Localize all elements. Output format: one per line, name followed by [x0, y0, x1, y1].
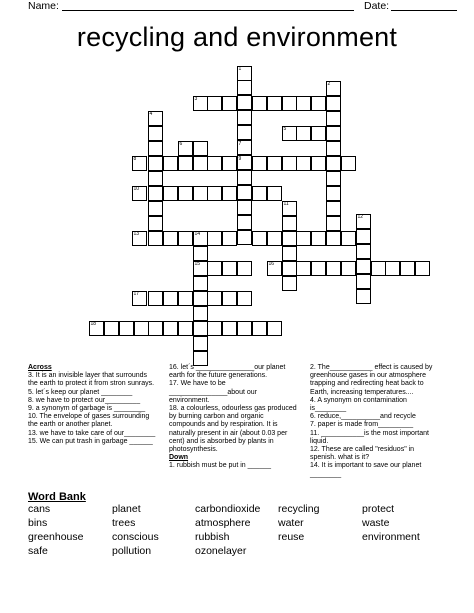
crossword-cell[interactable] [163, 321, 178, 336]
crossword-cell[interactable] [222, 261, 237, 276]
clue-number: 15 [194, 261, 201, 267]
crossword-cell[interactable] [178, 156, 193, 171]
crossword-cell[interactable] [237, 110, 252, 125]
clue-text: 11. ___________is the most important liquid. [310, 429, 429, 445]
crossword-cell[interactable] [193, 276, 208, 291]
word-bank-item: protect [362, 503, 395, 515]
clue-text: 1. rubbish must be put in ______ [169, 462, 271, 470]
crossword-cell[interactable] [326, 171, 341, 186]
crossword-cell[interactable] [148, 231, 163, 246]
crossword-cell[interactable] [326, 216, 341, 231]
clue-number: 9 [238, 156, 242, 162]
word-bank-item: cans [28, 503, 51, 515]
crossword-cell[interactable] [237, 185, 252, 200]
clue-text: 12. These are called "residuos" in spenish. what is it? [310, 446, 415, 462]
crossword-cell[interactable] [267, 96, 282, 111]
clue-text: 2. The___________ effect is caused by greenhouse gases in our atmosphere trapping and redirecting heat back to Earth, increasing temperatures.... [310, 364, 433, 396]
crossword-cell[interactable] [296, 231, 311, 246]
crossword-cell[interactable] [296, 261, 311, 276]
crossword-cell[interactable] [237, 291, 252, 306]
crossword-cell[interactable] [193, 246, 208, 261]
word-bank-item: waste [362, 517, 390, 529]
crossword-cell[interactable] [237, 125, 252, 140]
word-bank-item: greenhouse [28, 531, 84, 543]
crossword-cell[interactable] [148, 171, 163, 186]
crossword-cell[interactable] [193, 336, 208, 351]
crossword-cell[interactable] [341, 231, 356, 246]
crossword-cell[interactable] [326, 96, 341, 111]
clue-text: 14. It is important to save our planet ________ [310, 462, 422, 478]
word-bank-item: planet [112, 503, 141, 515]
crossword-cell[interactable] [222, 186, 237, 201]
crossword-cell[interactable] [326, 261, 341, 276]
page-title: recycling and environment [76, 22, 398, 52]
crossword-cell[interactable] [296, 126, 311, 141]
crossword-cell[interactable] [252, 156, 267, 171]
crossword-cell[interactable] [341, 261, 356, 276]
crossword-cell[interactable] [237, 215, 252, 230]
clue-text: 5. let´s keep our planet ________ [28, 388, 133, 396]
crossword-cell[interactable] [385, 261, 400, 276]
crossword-cell[interactable] [163, 291, 178, 306]
clue-number: 10 [133, 186, 140, 192]
word-bank-item: conscious [112, 531, 159, 543]
crossword-cell[interactable] [296, 96, 311, 111]
clue-number: 5 [283, 126, 287, 132]
crossword-cell[interactable] [252, 321, 267, 336]
crossword-cell[interactable] [282, 261, 297, 276]
word-bank-title: Word Bank [28, 491, 86, 503]
crossword-cell[interactable] [193, 306, 208, 321]
crossword-cell[interactable] [311, 156, 326, 171]
clue-number: 2 [327, 81, 331, 87]
crossword-cell[interactable] [178, 291, 193, 306]
crossword-cell[interactable] [193, 291, 208, 306]
clue-text: 15. We can put trash in garbage ______ [28, 437, 153, 445]
crossword-cell[interactable] [222, 231, 237, 246]
crossword-cell[interactable] [148, 216, 163, 231]
crossword-cell[interactable] [267, 321, 282, 336]
crossword-cell[interactable] [222, 96, 237, 111]
crossword-cell[interactable] [104, 321, 119, 336]
crossword-cell[interactable] [193, 156, 208, 171]
crossword-cell[interactable] [356, 229, 371, 244]
word-bank-item: water [278, 517, 304, 529]
crossword-cell[interactable] [237, 321, 252, 336]
crossword-cell[interactable] [193, 321, 208, 336]
crossword-cell[interactable] [163, 231, 178, 246]
word-bank-item: reuse [278, 531, 305, 543]
crossword-cell[interactable] [207, 231, 222, 246]
name-label: Name: [28, 0, 59, 12]
crossword-cell[interactable] [222, 156, 237, 171]
crossword-cell[interactable] [252, 186, 267, 201]
word-bank-item: carbondioxide [195, 503, 261, 515]
crossword-cell[interactable] [311, 96, 326, 111]
clue-text: 4. A synonym on contamination is________ [310, 396, 407, 413]
clues-column-2 [169, 364, 297, 471]
crossword-cell[interactable] [282, 96, 297, 111]
crossword-cell[interactable] [207, 96, 222, 111]
clue-text: 17. We have to be _______________about our environment. [169, 380, 257, 404]
crossword-cell[interactable] [148, 291, 163, 306]
name-field-line[interactable] [62, 0, 354, 11]
clue-text: 3. It is an invisible layer that surrounds the earth to protect it from stron sunrays. [28, 372, 155, 388]
clue-text: 7. paper is made from_________ [310, 421, 414, 429]
crossword-cell[interactable] [371, 261, 386, 276]
crossword-cell[interactable] [237, 170, 252, 185]
word-bank-item: ozonelayer [195, 545, 247, 557]
word-bank-item: pollution [112, 545, 152, 557]
crossword-cell[interactable] [326, 231, 341, 246]
crossword-cell[interactable] [134, 321, 149, 336]
word-bank-item: atmosphere [195, 517, 251, 529]
crossword-cell[interactable] [326, 126, 341, 141]
crossword-cell[interactable] [148, 186, 163, 201]
clue-text: 6. reduce,__________and recycle [310, 413, 416, 421]
crossword-cell[interactable] [207, 321, 222, 336]
crossword-cell[interactable] [148, 156, 163, 171]
crossword-cell[interactable] [282, 216, 297, 231]
crossword-cell[interactable] [237, 230, 252, 245]
crossword-cell[interactable] [119, 321, 134, 336]
crossword-cell[interactable] [178, 186, 193, 201]
crossword-cell[interactable] [326, 201, 341, 216]
crossword-cell[interactable] [193, 186, 208, 201]
crossword-cell[interactable] [237, 80, 252, 95]
crossword-cell[interactable] [267, 231, 282, 246]
crossword-cell[interactable] [400, 261, 415, 276]
clue-number: 18 [90, 321, 97, 327]
crossword-cell[interactable] [237, 200, 252, 215]
clue-number: 1 [238, 66, 242, 72]
crossword-cell[interactable] [237, 261, 252, 276]
word-bank-item: recycling [278, 503, 320, 515]
crossword-cell[interactable] [207, 186, 222, 201]
word-bank-item: trees [112, 517, 136, 529]
clue-number: 4 [149, 111, 153, 117]
crossword-cell[interactable] [252, 96, 267, 111]
crossword-cell[interactable] [296, 156, 311, 171]
crossword-cell[interactable] [207, 291, 222, 306]
clue-number: 7 [238, 141, 242, 147]
clue-number: 17 [133, 291, 140, 297]
crossword-cell[interactable] [311, 126, 326, 141]
crossword-cell[interactable] [148, 141, 163, 156]
crossword-cell[interactable] [222, 321, 237, 336]
crossword-cell[interactable] [163, 156, 178, 171]
clue-heading: Down [169, 454, 189, 462]
clue-number: 14 [194, 231, 201, 237]
crossword-cell[interactable] [207, 261, 222, 276]
clue-text: 18. a colourless, odourless gas produced by burning carbon and organic compounds and by respiration. It is naturally present in air (about 0.03 per cent) and is absorbed by plants in photosynthesis. [169, 405, 297, 454]
clue-text: 9. a synonym of garbage is ________ [28, 405, 146, 413]
crossword-cell[interactable] [326, 186, 341, 201]
word-bank-item: bins [28, 517, 48, 529]
word-bank-item: environment [362, 531, 420, 543]
crossword-cell[interactable] [415, 261, 430, 276]
crossword-cell[interactable] [356, 274, 371, 289]
clue-number: 3 [194, 96, 198, 102]
crossword-cell[interactable] [178, 321, 193, 336]
crossword-cell[interactable] [252, 231, 267, 246]
crossword-cell[interactable] [311, 231, 326, 246]
clue-number: 6 [179, 141, 183, 147]
crossword-cell[interactable] [148, 126, 163, 141]
crossword-cell[interactable] [356, 259, 371, 274]
crossword-cell[interactable] [222, 291, 237, 306]
crossword-cell[interactable] [282, 276, 297, 291]
date-label: Date: [364, 0, 390, 12]
clue-number: 13 [133, 231, 140, 237]
date-field-line[interactable] [391, 0, 457, 11]
crossword-cell[interactable] [356, 289, 371, 304]
clue-number: 8 [133, 156, 137, 162]
crossword-cell[interactable] [148, 321, 163, 336]
crossword-cell[interactable] [311, 261, 326, 276]
clue-text: 8. we have to protect our_________ [28, 396, 141, 404]
clues-column-1 [28, 364, 156, 446]
crossword-cell[interactable] [178, 231, 193, 246]
clue-number: 12 [357, 214, 364, 220]
clues-column-3 [310, 364, 438, 479]
crossword-cell[interactable] [282, 231, 297, 246]
word-bank-item: safe [28, 545, 48, 557]
crossword-cell[interactable] [356, 244, 371, 259]
crossword-cell[interactable] [267, 186, 282, 201]
clue-number: 16 [268, 261, 275, 267]
clue-text: 13. we have to take care of our________ [28, 429, 156, 437]
crossword-cell[interactable] [237, 95, 252, 110]
crossword-cell[interactable] [341, 156, 356, 171]
crossword-cell[interactable] [282, 156, 297, 171]
clue-heading: Across [28, 364, 52, 371]
clue-number: 11 [283, 201, 289, 207]
crossword-cell[interactable] [193, 141, 208, 156]
crossword-cell[interactable] [282, 246, 297, 261]
word-bank-item: rubbish [195, 531, 230, 543]
crossword-cell[interactable] [163, 186, 178, 201]
crossword-cell[interactable] [267, 156, 282, 171]
crossword-cell[interactable] [148, 201, 163, 216]
crossword-cell[interactable] [326, 141, 341, 156]
crossword-cell[interactable] [326, 156, 341, 171]
clue-text: 16. let´s _______________our planet earth for the future generations. [169, 364, 286, 380]
crossword-cell[interactable] [207, 156, 222, 171]
crossword-cell[interactable] [326, 111, 341, 126]
clue-text: 10. The envelope of gases surrounding the earth or another planet. [28, 413, 150, 429]
